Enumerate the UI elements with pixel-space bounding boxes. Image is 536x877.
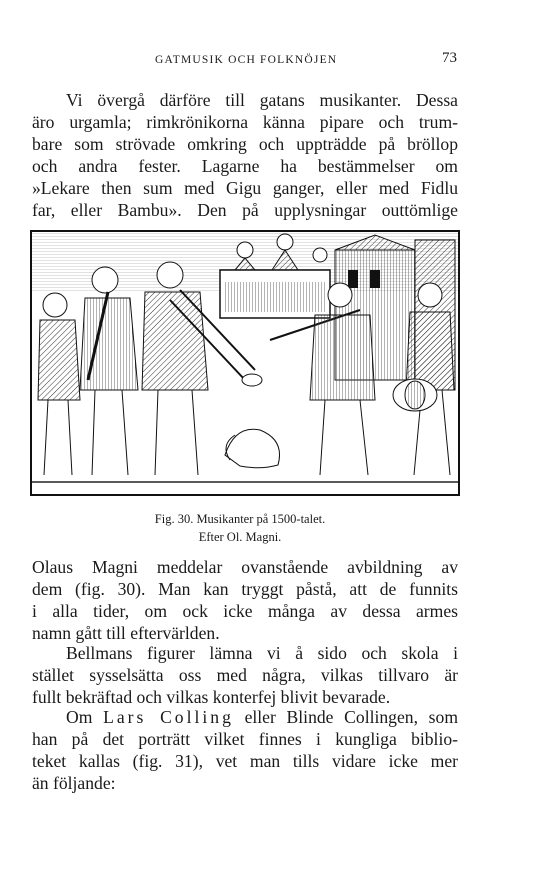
text-line bbox=[32, 706, 458, 728]
paragraph-1 bbox=[32, 89, 458, 221]
text-line: dem (fig. 30). Man kan tryggt påstå, att de funnits bbox=[32, 579, 458, 599]
text-line: »Lekare then sum med Gigu ganger, eller med Fidlu bbox=[32, 178, 458, 198]
musicians-woodcut bbox=[30, 230, 460, 496]
running-title: GATMUSIK OCH FOLKNÖJEN bbox=[155, 54, 338, 66]
text-line: teket kallas (fig. 31), vet man tills vidare icke mer bbox=[32, 751, 458, 771]
paragraph-2 bbox=[32, 556, 458, 644]
text-line: Bellmans figurer lämna vi å sido och skola i bbox=[66, 643, 458, 663]
text-line: fullt bekräftad och vilkas konterfej blivit bevarade. bbox=[32, 687, 391, 707]
woodcut-illustration bbox=[30, 230, 460, 496]
page-number: 73 bbox=[442, 50, 457, 66]
text-line: namn gått till eftervärlden. bbox=[32, 623, 220, 643]
page-header bbox=[0, 52, 536, 72]
text-line: bare som strövade omkring och uppträdde på bröllop bbox=[32, 134, 458, 154]
text-line: Vi övergå därföre till gatans musikanter. Dessa bbox=[66, 90, 458, 110]
paragraph-3 bbox=[32, 642, 458, 708]
text-fragment: eller Blinde Collingen, som bbox=[244, 707, 459, 727]
text-line: stället sysselsätta oss med några, vilkas tillvaro är bbox=[32, 665, 458, 685]
text-line: far, eller Bambu». Den på upplysningar outtömlige bbox=[32, 200, 458, 220]
figure-caption: Fig. 30. Musikanter på 1500-talet. bbox=[154, 512, 326, 526]
text-line: äro urgamla; rimkrönikorna känna pipare och trum- bbox=[32, 112, 458, 132]
figure-source: Efter Ol. Magni. bbox=[198, 530, 282, 544]
text-line: än följande: bbox=[32, 773, 116, 793]
text-line: Olaus Magni meddelar ovanstående avbildning av bbox=[32, 557, 458, 577]
text-line: han på det porträtt vilket finnes i kungliga biblio- bbox=[32, 729, 458, 749]
text-fragment: Om bbox=[66, 707, 93, 727]
paragraph-4 bbox=[32, 706, 458, 794]
text-line: och andra fester. Lagarne ha bestämmelser om bbox=[32, 156, 458, 176]
person-name: Lars Colling bbox=[103, 707, 234, 727]
text-line: i alla tider, om ock icke många av dessa armes bbox=[32, 601, 458, 621]
